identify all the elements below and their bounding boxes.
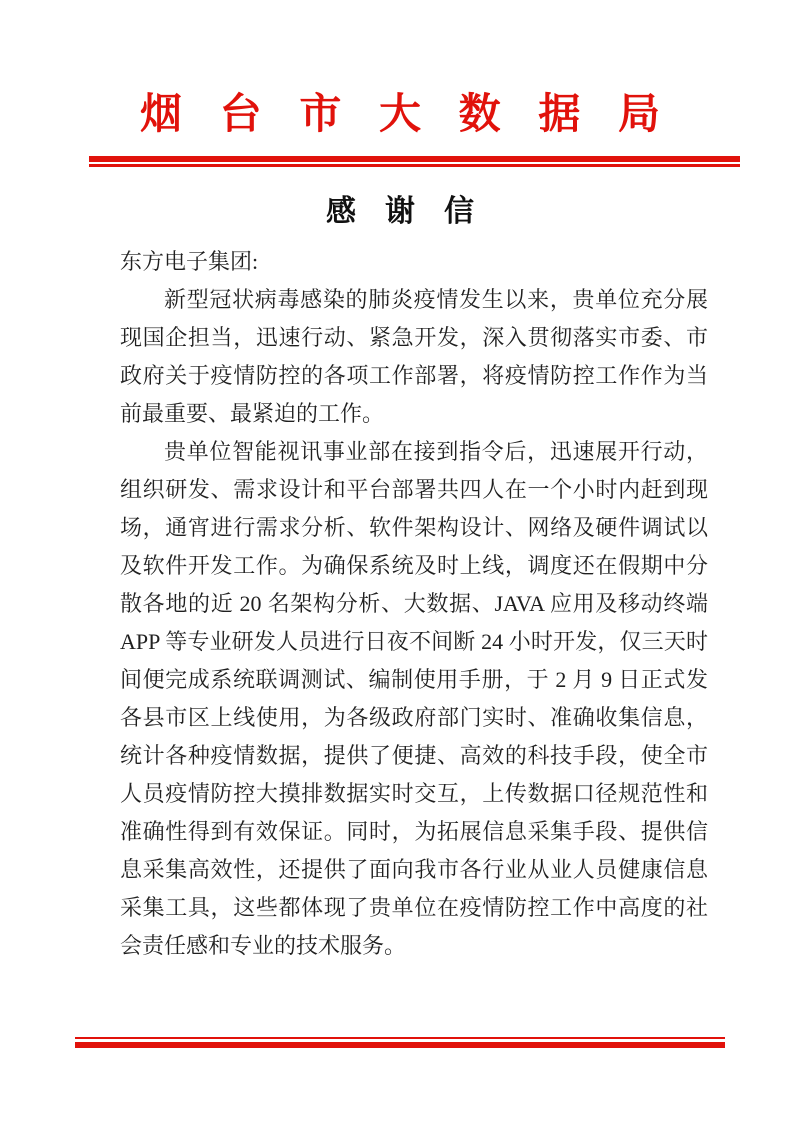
salutation: 东方电子集团: xyxy=(120,249,259,274)
footer-separator-thick-line xyxy=(75,1042,725,1048)
header-separator-thin-line xyxy=(89,164,740,167)
paragraph-2: 贵单位智能视讯事业部在接到指令后，迅速展开行动，组织研发、需求设计和平台部署共四人在一个小时内赶到现场，通宵进行需求分析、软件架构设计、网络及硬件调试以及软件开发工作。为确保系统及时上线，调度还在假期中分散各地的近 20 名架构分析、大数据、JAVA 应用及移动终端 APP 等专业研发人员进行日夜不间断 24 小时开发，仅三天时间便完成系统联调测试、编制使用手册，于 2 月 9 日正式发各县市区上线使用，为各级政府部门实时、准确收集信息，统计各种疫情数据，提供了便捷、高效的科技手段，使全市人员疫情防控大摸排数据实时交互，上传数据口径规范性和准确性得到有效保证。同时，为拓展信息采集手段、提供信息采集高效性，还提供了面向我市各行业从业人员健康信息采集工具，这些都体现了贵单位在疫情防控工作中高度的社会责任感和专业的技术服务。 xyxy=(120,439,708,958)
letter-title: 感谢信 xyxy=(326,195,474,228)
letter-body xyxy=(120,243,708,965)
agency-title: 烟台市大数据局 xyxy=(140,92,660,138)
footer-separator xyxy=(75,1037,725,1048)
paragraph-1: 新型冠状病毒感染的肺炎疫情发生以来，贵单位充分展现国企担当，迅速行动、紧急开发，深入贯彻落实市委、市政府关于疫情防控的各项工作部署，将疫情防控工作作为当前最重要、最紧迫的工作。 xyxy=(120,287,708,426)
header-separator xyxy=(89,156,740,167)
